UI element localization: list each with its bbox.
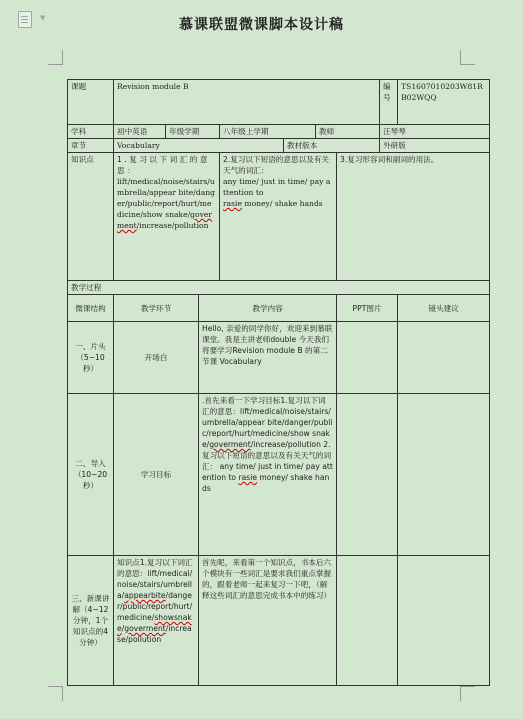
subject-value: 初中英语 [114, 125, 166, 139]
subject-label: 学科 [68, 125, 114, 139]
margin-mark-bottom-right [460, 686, 475, 701]
row-2-content-text-3: money/ shake hands [202, 473, 330, 493]
knowledge-point-2-title: 2.复习以下短语的意思以及有关天气的词汇： [223, 155, 329, 175]
chapter-label: 章节 [68, 139, 114, 153]
margin-mark-top-right [460, 50, 475, 65]
knowledge-point-2 [220, 153, 337, 281]
row-2-camera [398, 394, 490, 556]
topic-label: 课题 [68, 80, 114, 125]
topic-value: Revision module B [114, 80, 380, 125]
row-3-step [114, 556, 199, 686]
knowledge-point-2-phrases: any time/ just in time/ pay attention to [223, 177, 331, 197]
margin-mark-bottom-left [48, 686, 63, 701]
chapter-value: Vocabulary [114, 139, 284, 153]
row-3-step-text-4: /increase/pollution [117, 624, 192, 644]
knowledge-point-1-words-end: /increase/pollution [136, 221, 209, 230]
row-3-content: 首先呢，来看第一个知识点，书本后六个模块有一些词汇是要求我们重点掌握的，跟着老师一起来复习一下吧，（解释这些词汇的意思完成书本中的练习） [199, 556, 337, 686]
col-ppt-header: PPT图片 [337, 295, 398, 322]
row-1-ppt [337, 322, 398, 394]
grade-value: 八年级上学期 [220, 125, 316, 139]
row-2-content [199, 394, 337, 556]
knowledge-point-2-phrases-end: money/ shake hands [241, 199, 323, 208]
row-2-step: 学习目标 [114, 394, 199, 556]
knowledge-point-3: 3.复习形容词和副词的用法。 [337, 153, 490, 281]
row-2-content-text: .首先来看一下学习目标1.复习以下词汇的意思：lift/medical/noise/stairs/umbrella/appear bite/danger/public/report/hurt/medicine/show snake/ [202, 396, 333, 449]
spelling-flag: goverment [124, 624, 166, 633]
row-3-step-text-3: / [121, 624, 125, 633]
document-title: 慕课联盟微课脚本设计稿 [179, 17, 344, 33]
row-3-camera [398, 556, 490, 686]
edition-label: 教材版本 [284, 139, 380, 153]
col-camera-header: 镜头建议 [398, 295, 490, 322]
spelling-flag: showsnake [117, 613, 192, 633]
col-structure-header: 微课结构 [68, 295, 114, 322]
code-value: TS1607010203W81RB02WQQ [398, 80, 490, 125]
edition-value: 外研版 [380, 139, 490, 153]
row-3-step-text: 知识点1.复习以下词汇的意思：lift/medical/noise/stairs/umbrella/ [117, 558, 193, 600]
spelling-flag: appearbite [124, 591, 166, 600]
row-2-ppt [337, 394, 398, 556]
col-content-header: 教学内容 [199, 295, 337, 322]
margin-mark-top-left [48, 50, 63, 65]
spelling-flag: rasie [223, 199, 242, 208]
code-label: 编号 [380, 80, 398, 125]
teacher-value: 汪琴琴 [380, 125, 490, 139]
grade-label: 年级学期 [166, 125, 220, 139]
row-1-camera [398, 322, 490, 394]
knowledge-point-1-title: 1.复习以下词汇的意思： [117, 155, 210, 175]
row-3-step-text-2: /danger/public/report/hurt/medicine/ [117, 591, 193, 622]
row-1-content: Hello, 亲爱的同学你好，欢迎来到慕联课堂。我是主讲老师double 今天我们将要学习Revision module B 的第二节课 Vocabulary [199, 322, 337, 394]
row-3-ppt [337, 556, 398, 686]
row-2-content-text-2: /increase/pollution 2.复习以下短语的意思以及有关天气的词汇： any time/ just in time/ pay attention to [202, 440, 333, 482]
knowledge-point-1-words: lift/medical/noise/stairs/umbrella/appear bite/danger/public/report/hurt/medicine/show snake/ [117, 177, 215, 219]
teacher-label: 教师 [316, 125, 380, 139]
spelling-flag: rasie [238, 473, 257, 482]
knowledge-point-1 [114, 153, 220, 281]
row-2-structure: 二、导入（10~20秒） [68, 394, 114, 556]
script-design-table [67, 79, 490, 686]
process-section-label: 教学过程 [68, 281, 490, 295]
row-1-structure: 一、片头（5~10秒） [68, 322, 114, 394]
row-3-structure: 三、新课讲解（4~12分钟，1个知识点的4分钟） [68, 556, 114, 686]
knowledge-label: 知识点 [68, 153, 114, 281]
spelling-flag: goverment [209, 440, 251, 449]
row-1-step: 开场白 [114, 322, 199, 394]
col-step-header: 教学环节 [114, 295, 199, 322]
dropdown-arrow-icon[interactable]: ▼ [40, 14, 46, 22]
spelling-flag: goverment [117, 210, 213, 230]
